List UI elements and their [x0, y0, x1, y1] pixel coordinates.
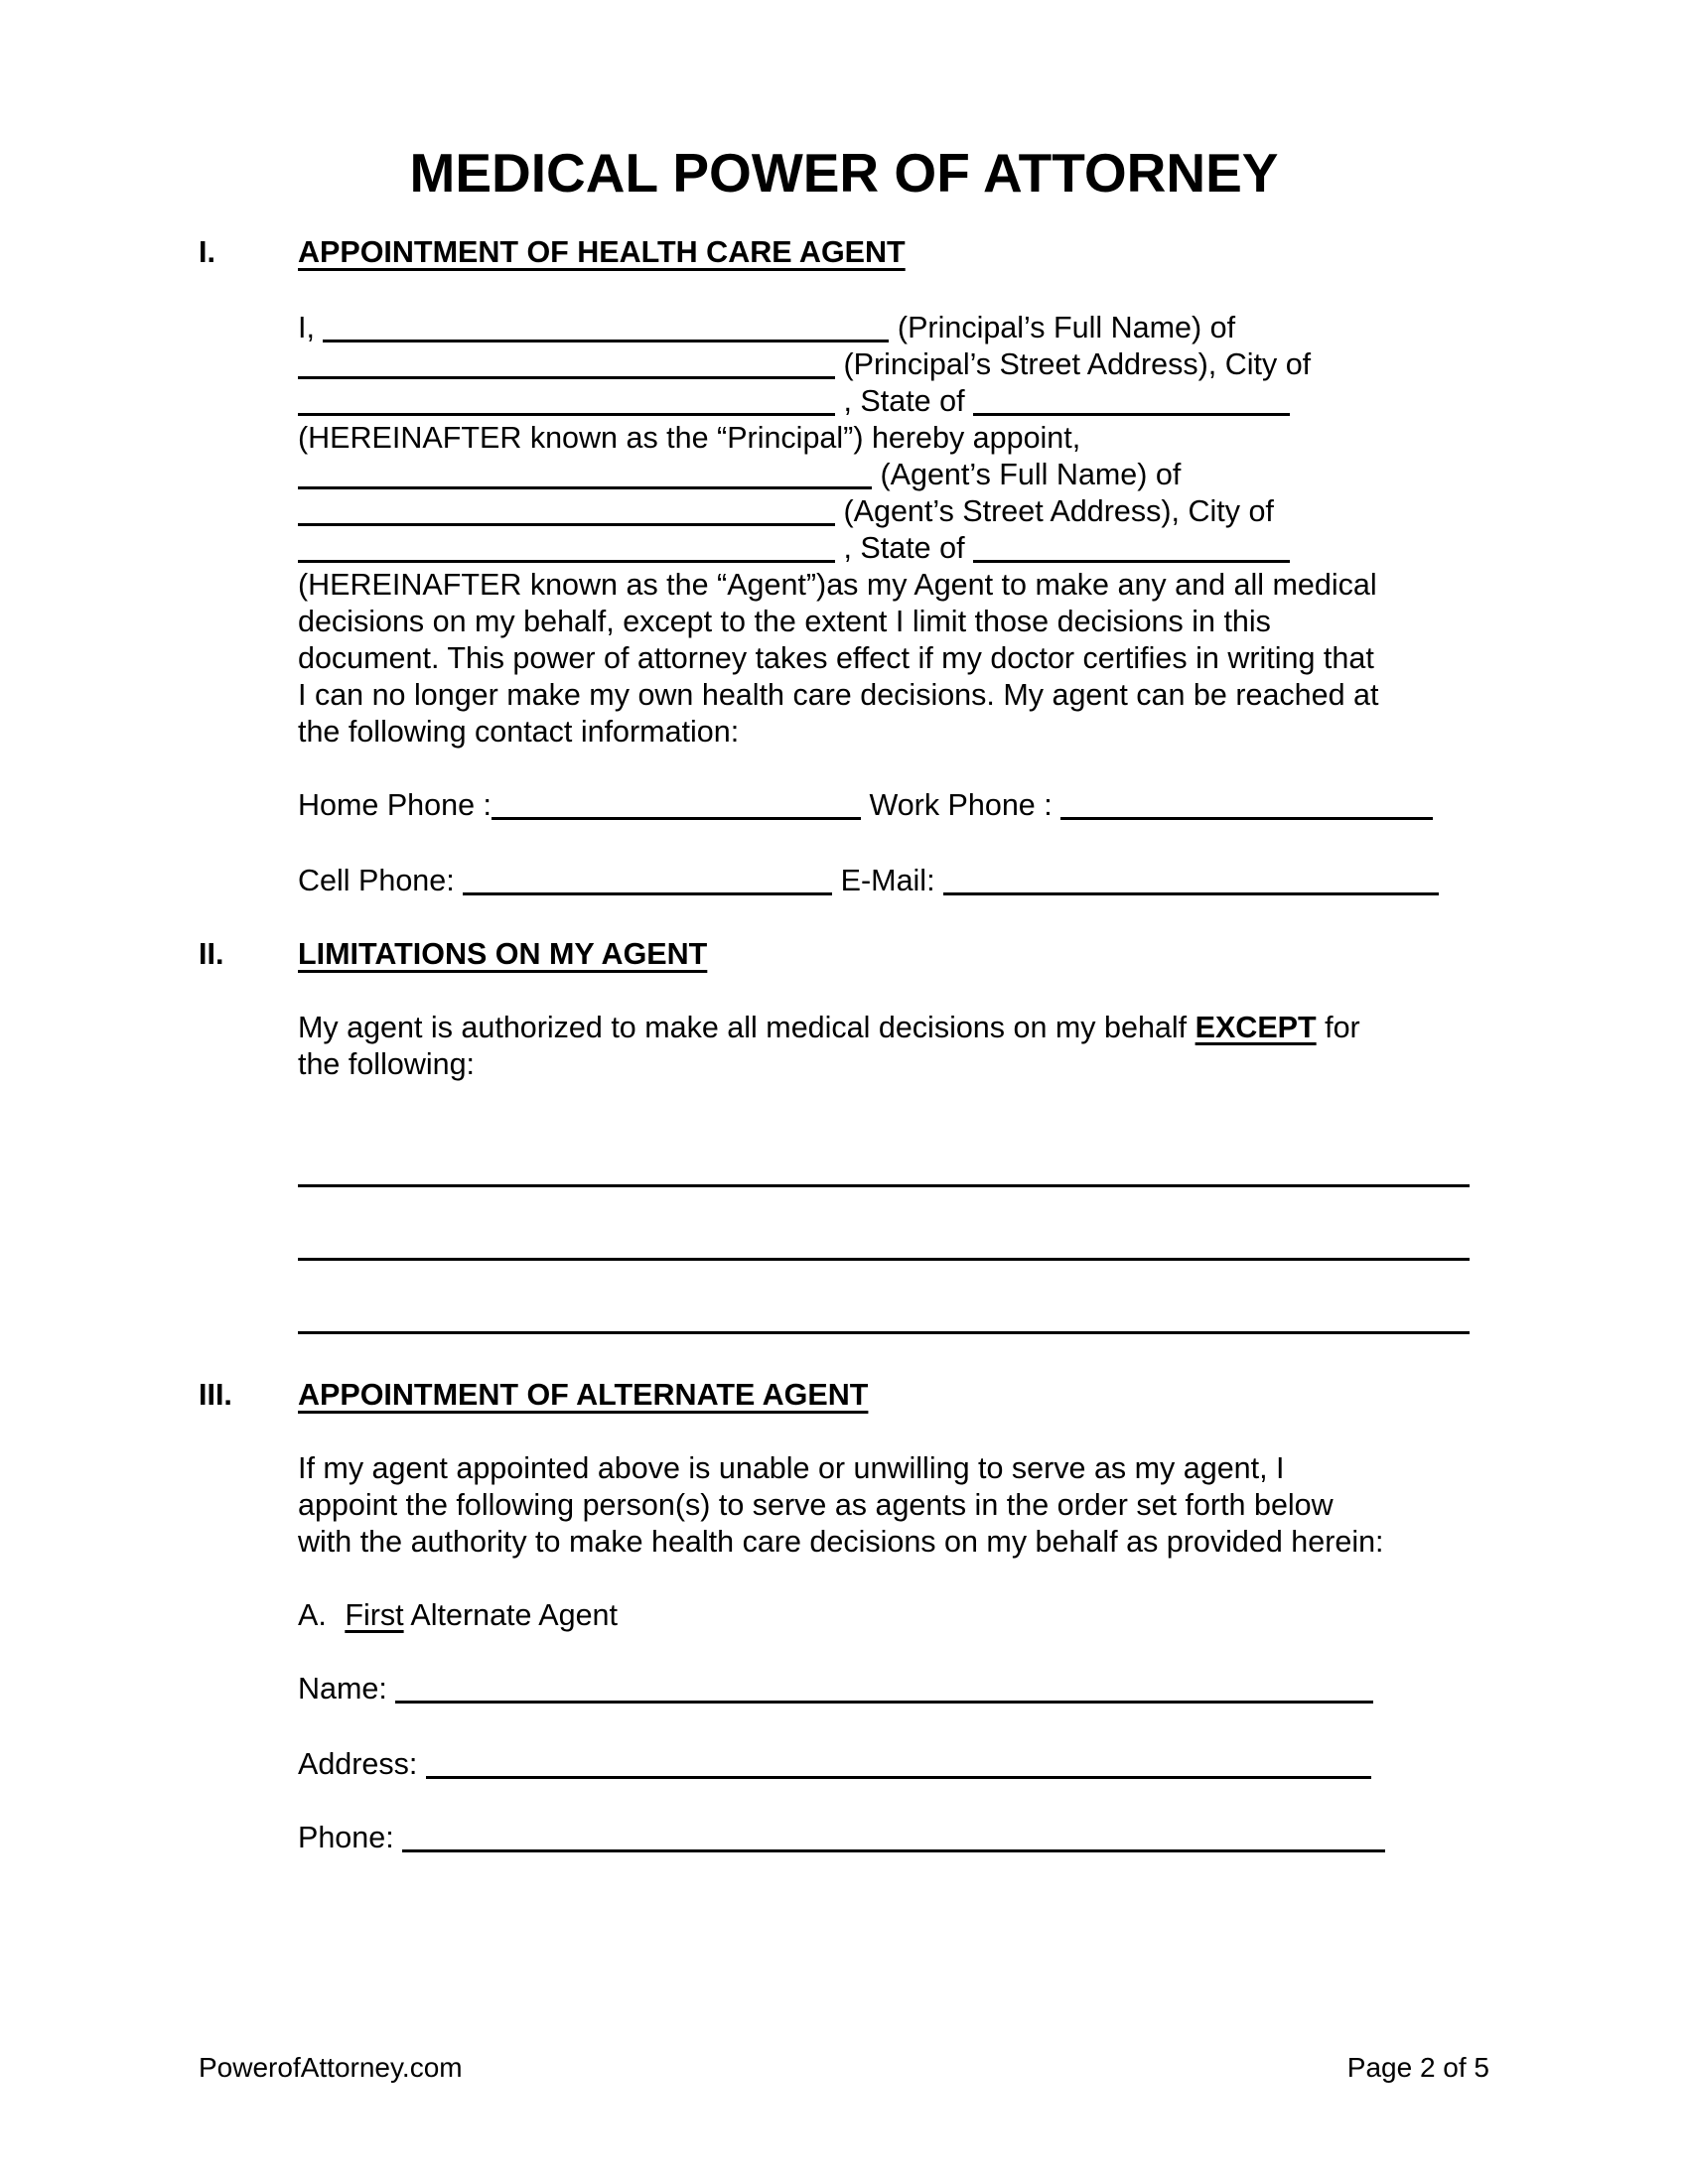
- email-blank[interactable]: [943, 887, 1439, 895]
- document-content: [199, 234, 1489, 1856]
- footer-website: PowerofAttorney.com: [199, 2052, 463, 2083]
- work-phone-label: Work Phone :: [869, 788, 1053, 822]
- alternate-agent-a-letter: A.: [298, 1598, 327, 1632]
- section-2-numeral: II.: [199, 937, 224, 971]
- section-3-heading: APPOINTMENT OF ALTERNATE AGENT: [298, 1378, 869, 1412]
- page-footer: [199, 2051, 1489, 2085]
- first-alternate-agent-row: [298, 1597, 1499, 1634]
- home-phone-label: Home Phone :: [298, 788, 492, 822]
- alternate-agent-address-blank[interactable]: [426, 1771, 1371, 1779]
- section-1-heading-row: [199, 234, 1489, 271]
- alternate-agent-para-line-1: If my agent appointed above is unable or unwilling to serve as my agent, I: [298, 1451, 1285, 1485]
- limitations-line-1: [298, 1010, 1499, 1046]
- limitations-blank-line-3[interactable]: [298, 1298, 1470, 1334]
- alternate-agent-para-line-2: appoint the following person(s) to serve as agents in the order set forth below: [298, 1488, 1334, 1522]
- agent-city-state-line: [298, 530, 1499, 567]
- limitations-blank-line-1[interactable]: [298, 1152, 1470, 1187]
- appointment-continuation-line-1: (HEREINAFTER known as the “Agent”)as my Agent to make any and all medical: [298, 568, 1377, 602]
- limitations-line-2: the following:: [298, 1047, 476, 1081]
- hereby-appoint-line: (HEREINAFTER known as the “Principal”) hereby appoint,: [298, 421, 1081, 455]
- footer-page-number: Page 2 of 5: [1346, 2052, 1489, 2083]
- appointment-continuation-line-5: the following contact information:: [298, 715, 740, 749]
- home-phone-blank[interactable]: [492, 812, 861, 820]
- agent-full-name-blank[interactable]: [298, 481, 872, 489]
- email-label: E-Mail:: [840, 864, 935, 897]
- principal-city-state-line: [298, 383, 1499, 420]
- alternate-agent-para-line-3: with the authority to make health care decisions on my behalf as provided herein:: [298, 1525, 1384, 1559]
- agent-address-line-label: (Agent’s Street Address), City of: [843, 494, 1274, 528]
- agent-street-address-blank[interactable]: [298, 518, 835, 526]
- principal-city-blank[interactable]: [298, 408, 835, 416]
- principal-full-name-blank[interactable]: [323, 335, 889, 342]
- alternate-agent-a-title: Alternate Agent: [410, 1598, 618, 1632]
- cell-email-row: [298, 863, 1499, 899]
- section-2-heading-row: [199, 936, 1489, 973]
- first-emphasis: First: [345, 1598, 404, 1632]
- alternate-agent-name-row: [298, 1671, 1499, 1707]
- section-2-paragraph: [298, 1010, 1499, 1083]
- alternate-agent-address-row: [298, 1746, 1499, 1783]
- agent-state-of-label: , State of: [843, 531, 965, 565]
- except-emphasis: EXCEPT: [1195, 1011, 1317, 1044]
- appointment-continuation-line-2: decisions on my behalf, except to the extent I limit those decisions in this: [298, 605, 1271, 638]
- section-3-heading-row: [199, 1377, 1489, 1414]
- principal-name-line-prefix: I,: [298, 311, 315, 344]
- principal-state-blank[interactable]: [973, 408, 1290, 416]
- section-2-heading: LIMITATIONS ON MY AGENT: [298, 937, 708, 971]
- section-1-numeral: I.: [199, 235, 215, 269]
- section-1-heading: APPOINTMENT OF HEALTH CARE AGENT: [298, 235, 906, 269]
- section-1-paragraph: [298, 310, 1499, 751]
- section-3-numeral: III.: [199, 1378, 232, 1412]
- agent-address-line: [298, 493, 1499, 530]
- principal-name-line: [298, 310, 1499, 346]
- appointment-continuation-line-4: I can no longer make my own health care decisions. My agent can be reached at: [298, 678, 1379, 712]
- alternate-agent-name-blank[interactable]: [395, 1696, 1373, 1704]
- agent-name-line-label: (Agent’s Full Name) of: [880, 458, 1182, 491]
- appointment-continuation-line-3: document. This power of attorney takes effect if my doctor certifies in writing that: [298, 641, 1374, 675]
- cell-phone-blank[interactable]: [463, 887, 832, 895]
- principal-address-line: [298, 346, 1499, 383]
- name-label: Name:: [298, 1672, 387, 1706]
- principal-state-of-label: , State of: [843, 384, 965, 418]
- cell-phone-label: Cell Phone:: [298, 864, 455, 897]
- limitations-line-1-suffix: for: [1325, 1011, 1360, 1044]
- agent-state-blank[interactable]: [973, 555, 1290, 563]
- agent-name-line: [298, 457, 1499, 493]
- limitations-blank-line-2[interactable]: [298, 1225, 1470, 1261]
- alternate-agent-phone-row: [298, 1820, 1499, 1856]
- home-work-phone-row: [298, 787, 1499, 824]
- phone-label: Phone:: [298, 1821, 394, 1854]
- section-3-paragraph: [298, 1450, 1499, 1561]
- agent-city-blank[interactable]: [298, 555, 835, 563]
- work-phone-blank[interactable]: [1060, 812, 1433, 820]
- principal-street-address-blank[interactable]: [298, 371, 835, 379]
- alternate-agent-phone-blank[interactable]: [402, 1844, 1385, 1852]
- document-title: MEDICAL POWER OF ATTORNEY: [409, 142, 1279, 204]
- address-label: Address:: [298, 1747, 418, 1781]
- principal-address-line-label: (Principal’s Street Address), City of: [843, 347, 1312, 381]
- principal-name-line-label: (Principal’s Full Name) of: [897, 311, 1236, 344]
- limitations-line-1-prefix: My agent is authorized to make all medical decisions on my behalf: [298, 1011, 1188, 1044]
